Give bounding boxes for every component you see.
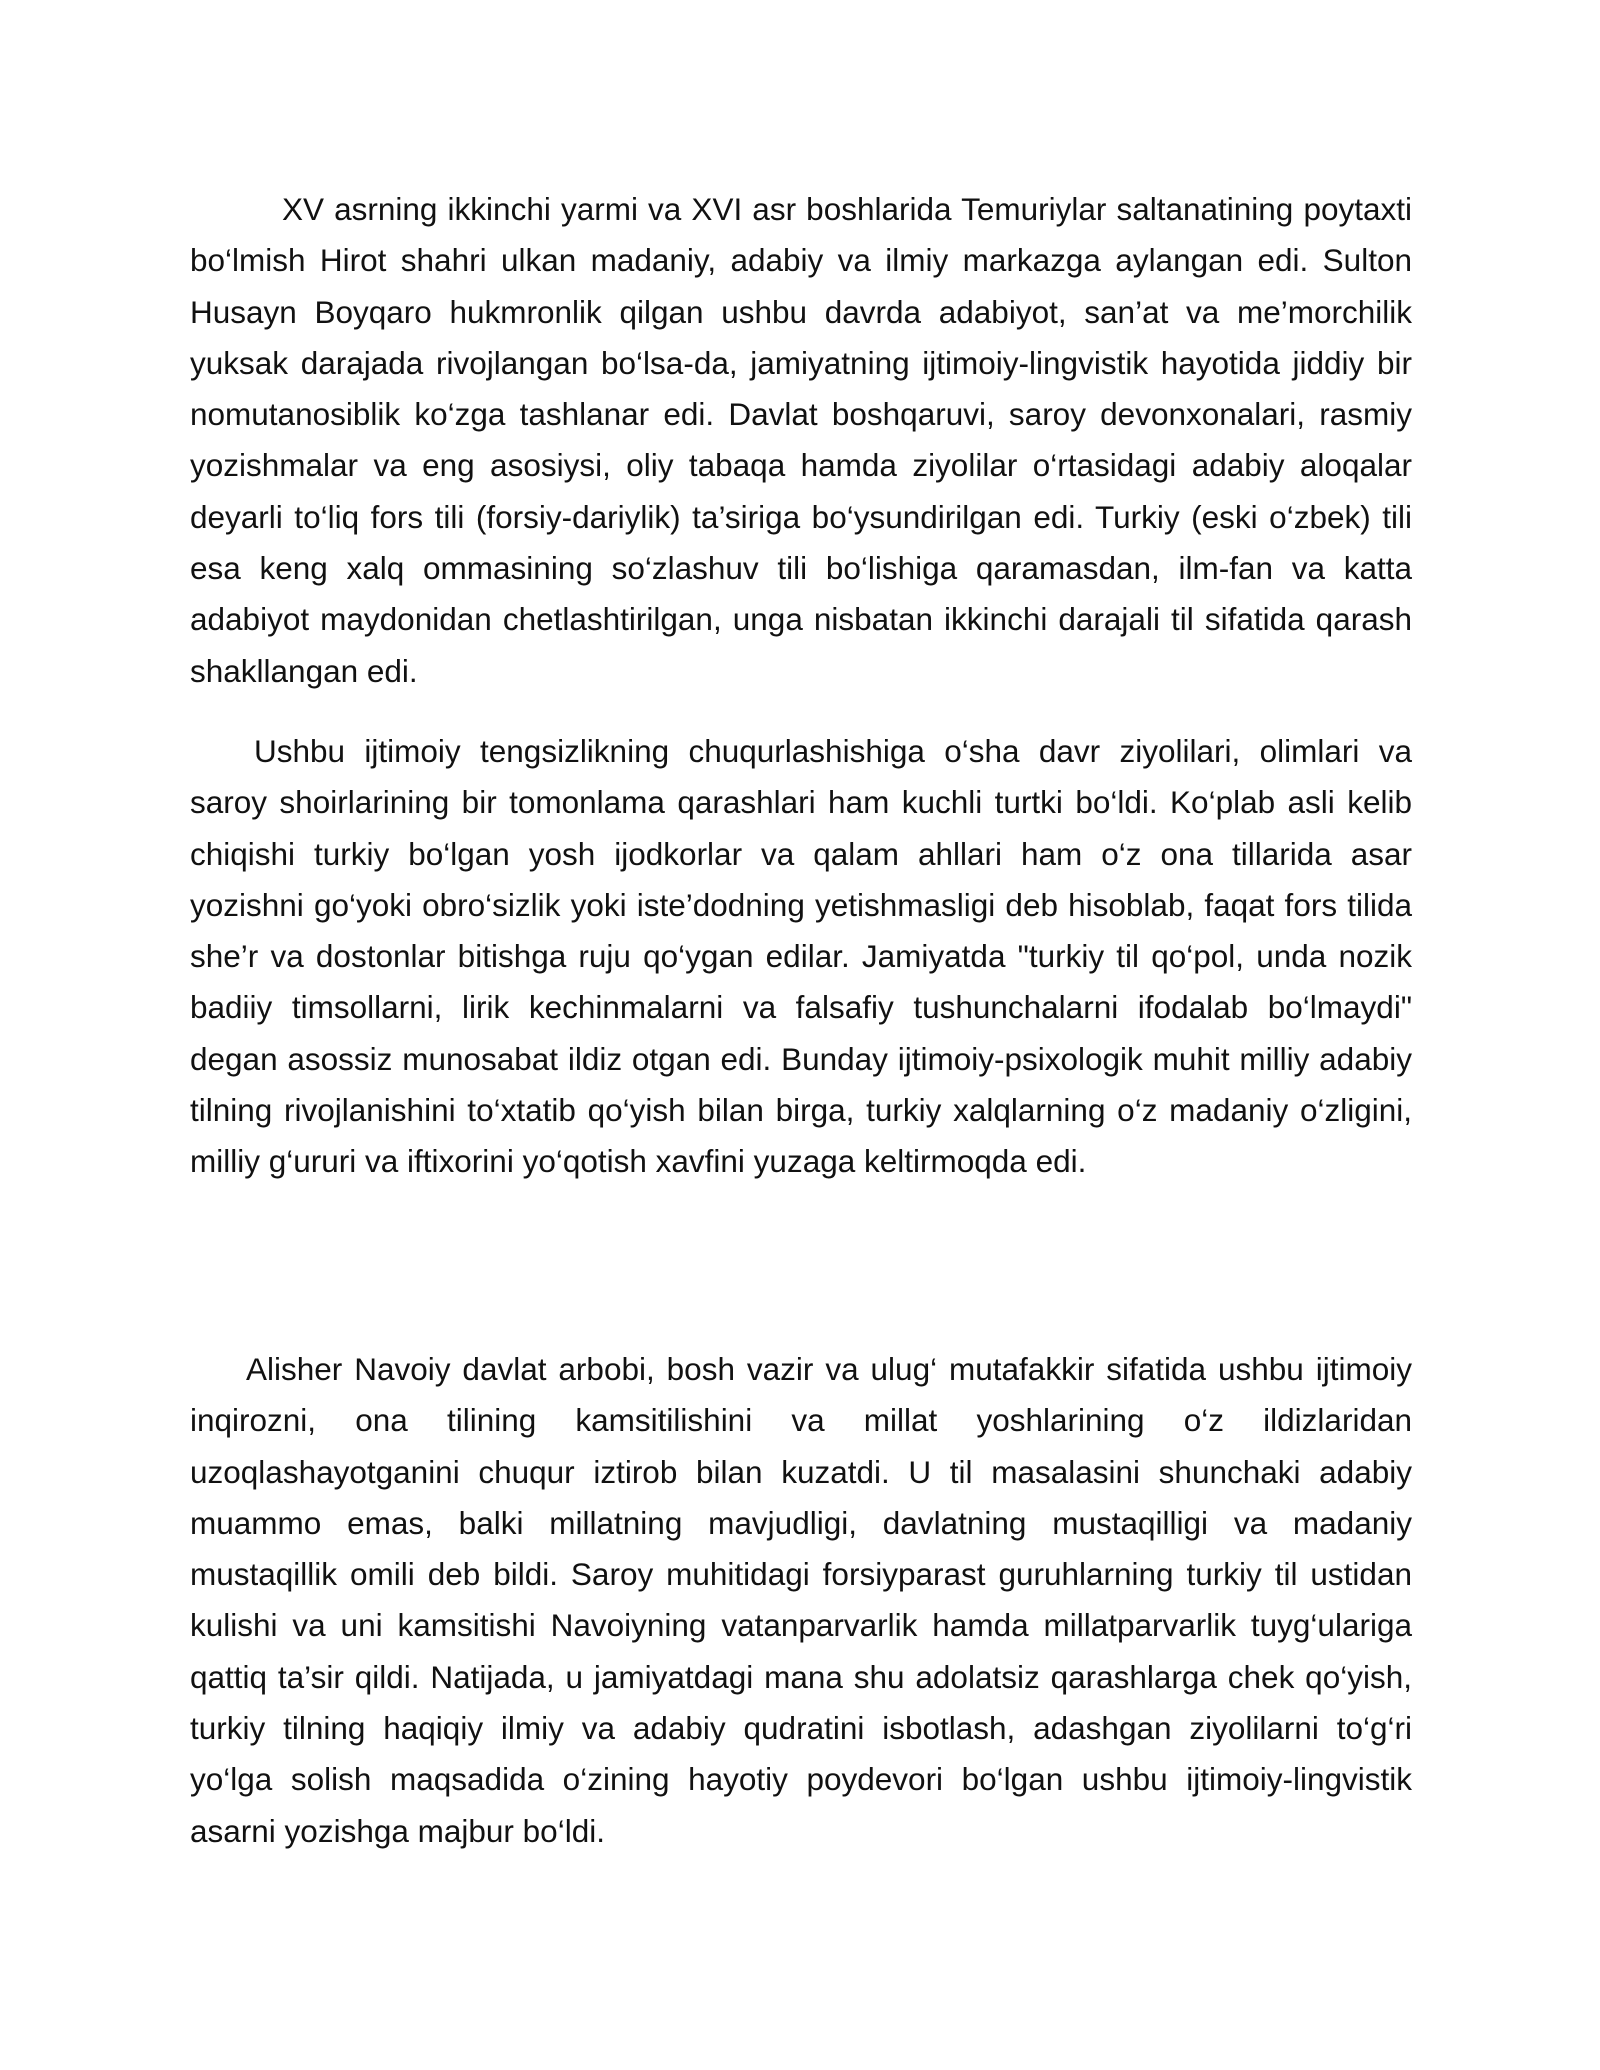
- paragraph-1: XV asrning ikkinchi yarmi va XVI asr boshlarida Temuriylar saltanatining poytaxti bo‘lmish Hirot shahri ulkan madaniy, adabiy va ilmiy markazga aylangan edi. Sulton Husayn Boyqaro hukmronlik qilgan ushbu davrda adabiyot, san’at va me’morchilik yuksak darajada rivojlangan bo‘lsa-da, jamiyatning ijtimoiy-lingvistik hayotida jiddiy bir nomutanosiblik ko‘zga tashlanar edi. Davlat boshqaruvi, saroy devonxonalari, rasmiy yozishmalar va eng asosiysi, oliy tabaqa hamda ziyolilar o‘rtasidagi adabiy aloqalar deyarli to‘liq fors tili (forsiy-dariylik) ta’siriga bo‘ysundirilgan edi. Turkiy (eski o‘zbek) tili esa keng xalq ommasining so‘zlashuv tili bo‘lishiga qaramasdan, ilm-fan va katta adabiyot maydonidan chetlashtirilgan, unga nisbatan ikkinchi darajali til sifatida qarash shakllangan edi.: [190, 191, 1412, 689]
- paragraph-2: Ushbu ijtimoiy tengsizlikning chuqurlashishiga o‘sha davr ziyolilari, olimlari va saroy shoirlarining bir tomonlama qarashlari ham kuchli turtki bo‘ldi. Ko‘plab asli kelib chiqishi turkiy bo‘lgan yosh ijodkorlar va qalam ahllari ham o‘z ona tillarida asar yozishni go‘yoki obro‘sizlik yoki iste’dodning yetishmasligi deb hisoblab, faqat fors tilida she’r va dostonlar bitishga ruju qo‘ygan edilar. Jamiyatda "turkiy til qo‘pol, unda nozik badiiy timsollarni, lirik kechinmalarni va falsafiy tushunchalarni ifodalab bo‘lmaydi" degan asossiz munosabat ildiz otgan edi. Bunday ijtimoiy-psixologik muhit milliy adabiy tilning rivojlanishini to‘xtatib qo‘yish bilan birga, turkiy xalqlarning o‘z madaniy o‘zligini, milliy g‘ururi va iftixorini yo‘qotish xavfini yuzaga keltirmoqda edi.: [190, 733, 1412, 1180]
- paragraph-3: Alisher Navoiy davlat arbobi, bosh vazir va ulug‘ mutafakkir sifatida ushbu ijtimoiy inqirozni, ona tilining kamsitilishini va millat yoshlarining o‘z ildizlaridan uzoqlashayotganini chuqur iztirob bilan kuzatdi. U til masalasini shunchaki adabiy muammo emas, balki millatning mavjudligi, davlatning mustaqilligi va madaniy mustaqillik omili deb bildi. Saroy muhitidagi forsiyparast guruhlarning turkiy til ustidan kulishi va uni kamsitishi Navoiyning vatanparvarlik hamda millatparvarlik tuyg‘ulariga qattiq ta’sir qildi. Natijada, u jamiyatdagi mana shu adolatsiz qarashlarga chek qo‘yish, turkiy tilning haqiqiy ilmiy va adabiy qudratini isbotlash, adashgan ziyolilarni to‘g‘ri yo‘lga solish maqsadida o‘zining hayotiy poydevori bo‘lgan ushbu ijtimoiy-lingvistik asarni yozishga majbur bo‘ldi.: [190, 1351, 1412, 1849]
